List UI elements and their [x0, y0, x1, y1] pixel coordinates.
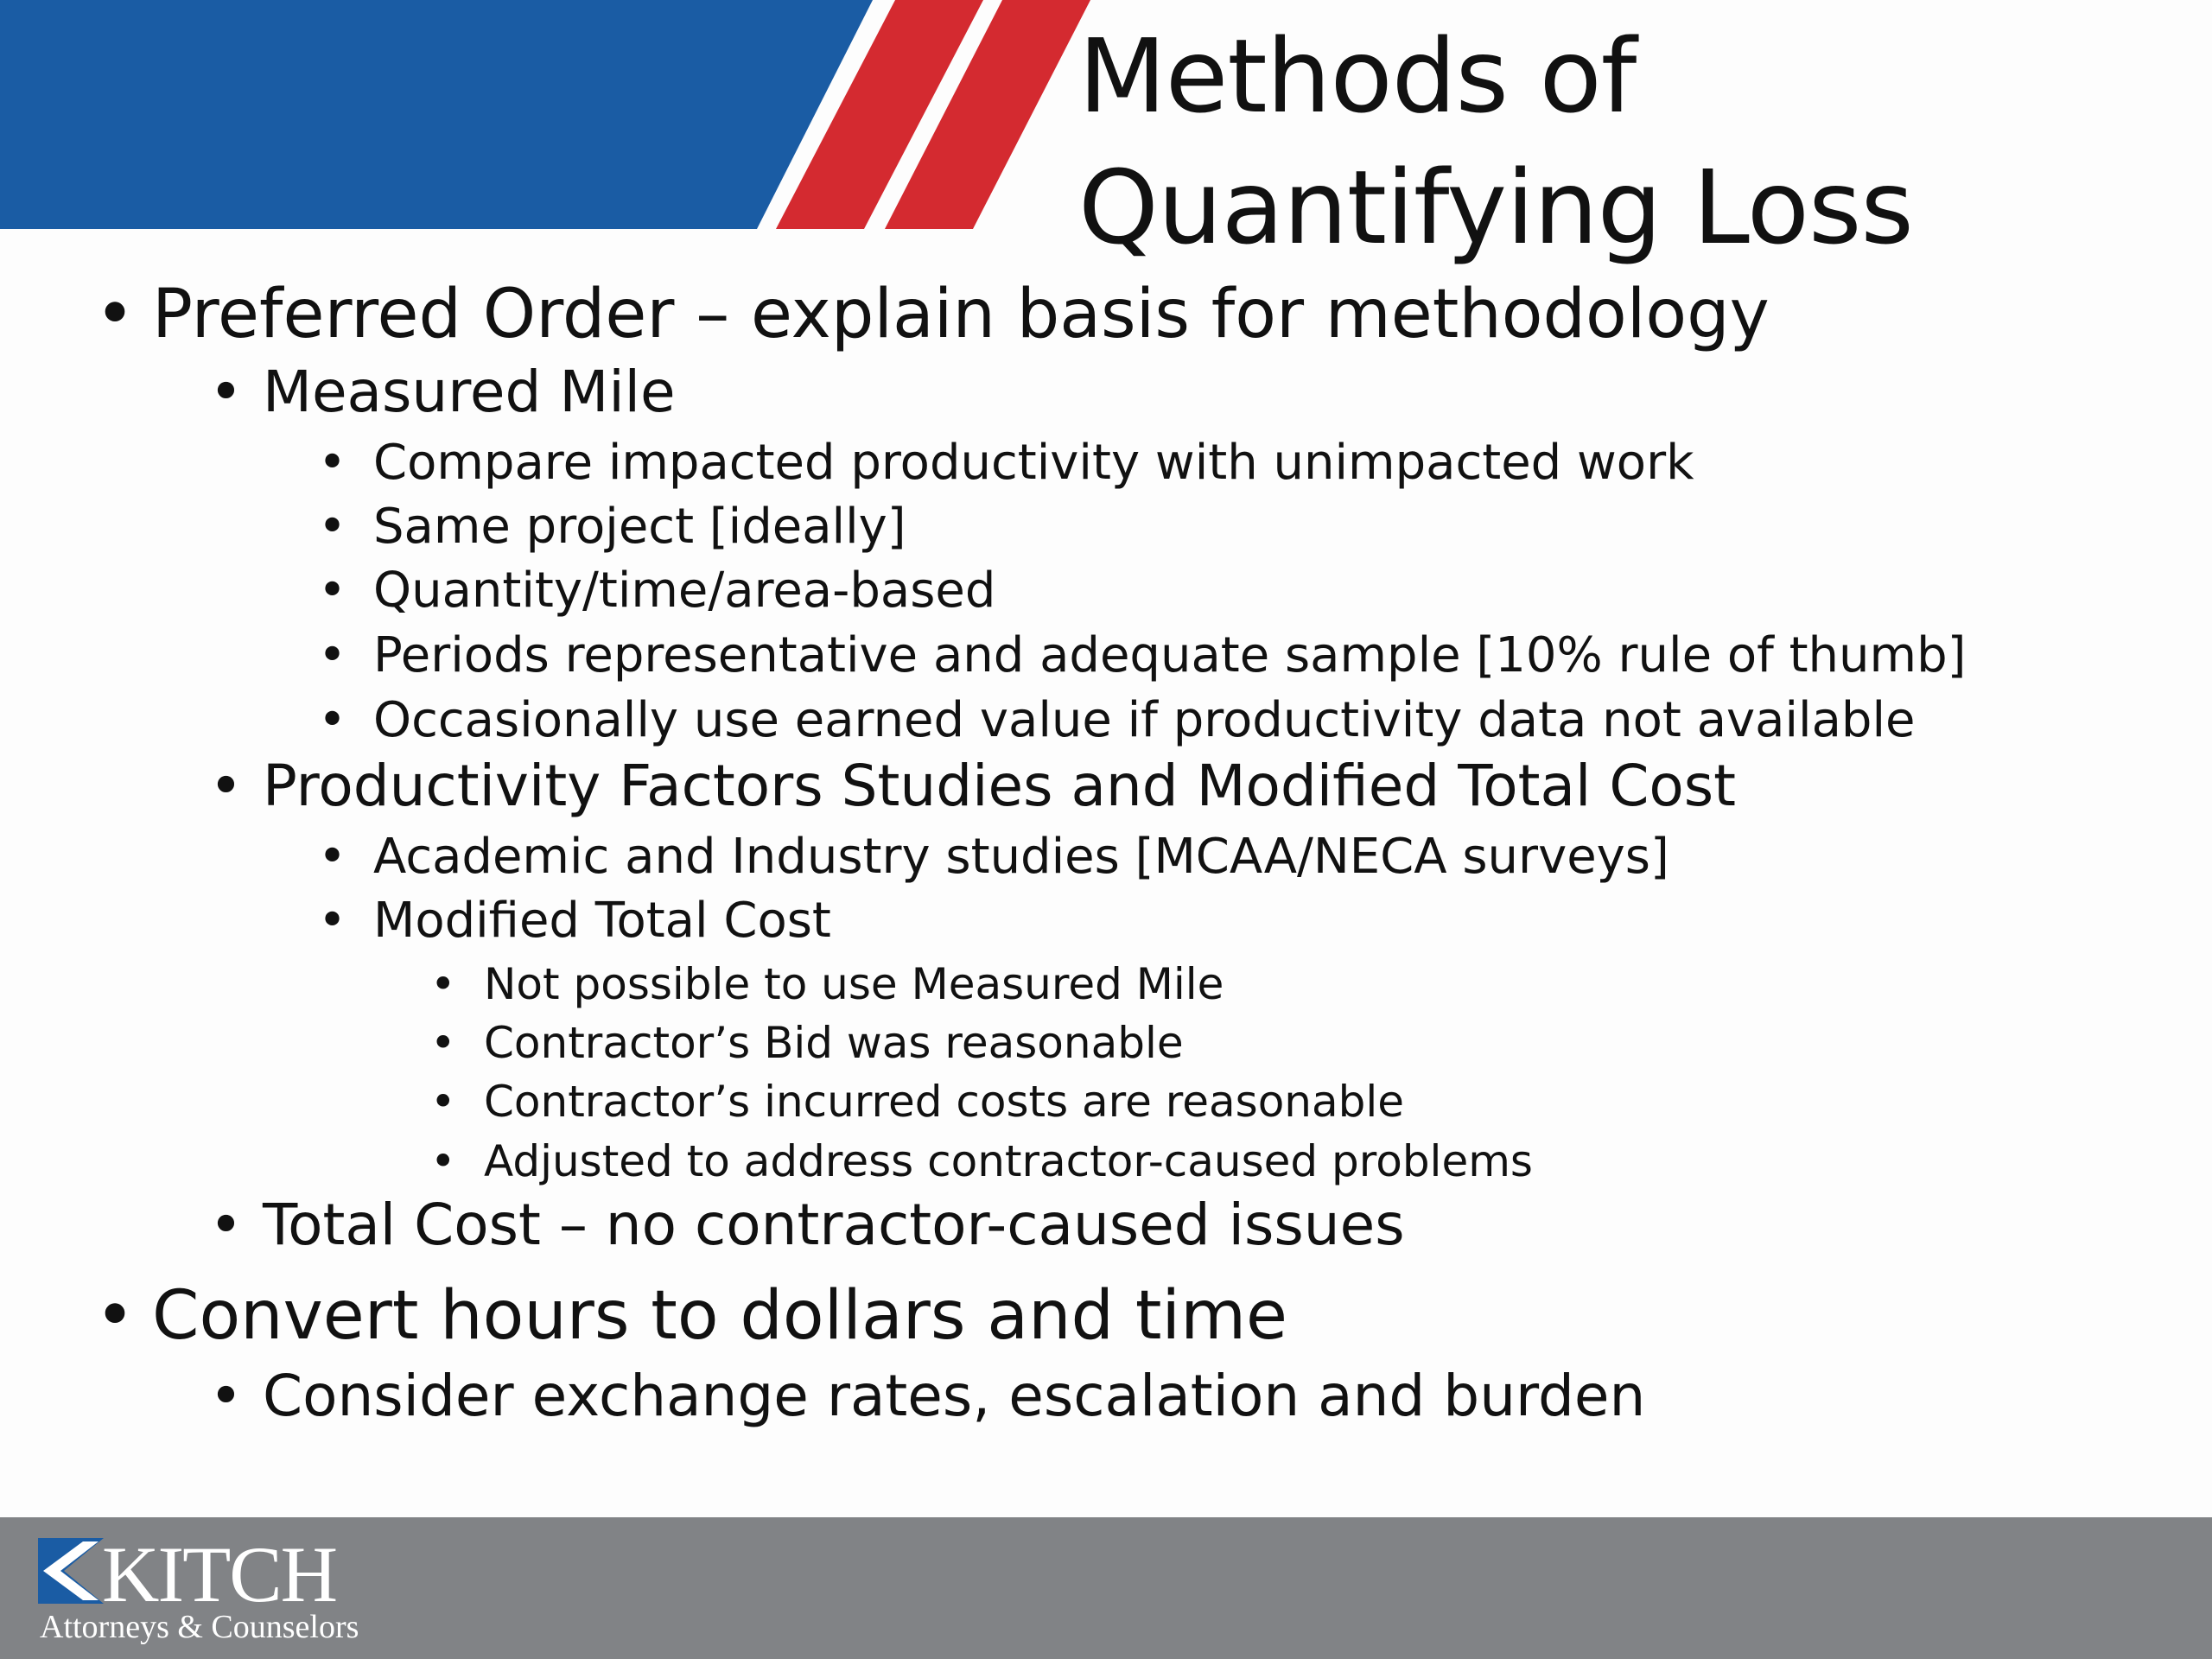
- bullet-measured-mile: [209, 354, 676, 430]
- bullet-preferred-order: [95, 271, 1770, 358]
- bullet-text: Productivity Factors Studies and Modified Total Cost: [263, 753, 1737, 819]
- kitch-chevron-icon: [38, 1538, 104, 1604]
- bullet-dot: •: [318, 499, 347, 555]
- bullet-text: Preferred Order – explain basis for methodology: [152, 276, 1770, 353]
- bullet-dot: •: [430, 1077, 456, 1127]
- bullet-dot: •: [209, 359, 243, 425]
- bullet-text: Periods representative and adequate sample [10% rule of thumb]: [373, 627, 1967, 683]
- bullet-text: Consider exchange rates, escalation and burden: [263, 1363, 1646, 1429]
- kitch-logo-name: KITCH: [102, 1530, 337, 1618]
- bullet-dot: •: [318, 829, 347, 885]
- bullet-mtc-costs-reasonable: [430, 1073, 1405, 1130]
- bullet-text: Total Cost – no contractor-caused issues: [263, 1192, 1405, 1258]
- bullet-mtc-not-possible: [430, 956, 1224, 1013]
- bullet-text: Measured Mile: [263, 359, 676, 425]
- slide-title-line-2: Quantifying Loss: [1078, 148, 1913, 267]
- bullet-dot: •: [430, 1018, 456, 1068]
- bullet-pf-academic: [318, 825, 1669, 889]
- kitch-logo-tagline: Attorneys & Counselors: [40, 1609, 359, 1645]
- bullet-text: Contractor’s Bid was reasonable: [484, 1018, 1184, 1068]
- bullet-mtc-adjusted: [430, 1133, 1533, 1190]
- bullet-text: Convert hours to dollars and time: [152, 1277, 1288, 1355]
- bullet-dot: •: [318, 893, 347, 949]
- bullet-text: Adjusted to address contractor-caused problems: [484, 1136, 1533, 1186]
- bullet-mm-same-project: [318, 495, 906, 559]
- bullet-dot: •: [318, 692, 347, 748]
- bullet-text: Quantity/time/area-based: [373, 563, 996, 619]
- bullet-dot: •: [95, 1277, 136, 1355]
- bullet-dot: •: [95, 276, 136, 353]
- bullet-convert-hours: [95, 1273, 1288, 1359]
- bullet-mtc-bid-reasonable: [430, 1014, 1184, 1071]
- bullet-dot: •: [318, 627, 347, 683]
- bullet-mm-quantity: [318, 559, 996, 623]
- bullet-dot: •: [430, 1136, 456, 1186]
- bullet-dot: •: [318, 563, 347, 619]
- bullet-text: Compare impacted productivity with unimpacted work: [373, 435, 1694, 491]
- bullet-pf-modified-total-cost: [318, 889, 831, 953]
- bullet-productivity-factors: [209, 748, 1737, 824]
- bullet-mm-periods: [318, 624, 1967, 688]
- bullet-total-cost: [209, 1187, 1405, 1263]
- bullet-dot: •: [209, 1192, 243, 1258]
- bullet-text: Academic and Industry studies [MCAA/NECA surveys]: [373, 829, 1669, 885]
- slide-title-line-1: Methods of: [1078, 16, 1637, 136]
- bullet-mm-earned-value: [318, 689, 1916, 753]
- bullet-consider-rates: [209, 1358, 1646, 1434]
- bullet-dot: •: [209, 1363, 243, 1429]
- bullet-dot: •: [209, 753, 243, 819]
- bullet-text: Modified Total Cost: [373, 893, 831, 949]
- bullet-text: Contractor’s incurred costs are reasonable: [484, 1077, 1405, 1127]
- bullet-text: Not possible to use Measured Mile: [484, 959, 1224, 1009]
- bullet-text: Same project [ideally]: [373, 499, 906, 555]
- bullet-mm-compare: [318, 431, 1694, 495]
- bullet-text: Occasionally use earned value if productivity data not available: [373, 692, 1916, 748]
- bullet-dot: •: [430, 959, 456, 1009]
- bullet-dot: •: [318, 435, 347, 491]
